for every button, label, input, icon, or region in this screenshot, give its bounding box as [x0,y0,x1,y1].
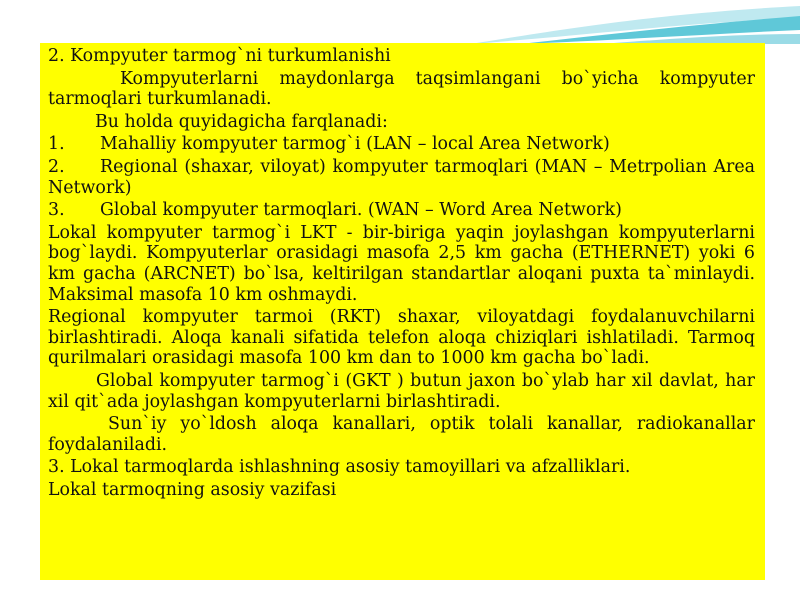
last-line: Lokal tarmoqning asosiy vazifasi [48,479,337,500]
list-item [48,200,755,221]
satellite-paragraph: Sun`iy yo`ldosh aloqa kanallari, optik tolali kanallar, radiokanallar foydalaniladi. [48,414,755,455]
section-heading-2: 2. Kompyuter tarmog`ni turkumlanishi [48,46,391,66]
list-number: 1. [48,134,65,155]
intro-paragraph: Kompyuterlarni maydonlarga taqsimlangani bo`yicha kompyuter tarmoqlari turkumlanadi. [48,68,755,110]
lkt-paragraph: Lokal kompyuter tarmog`i LKT - bir-biriga yaqin joylashgan kompyuterlarni bog`laydi. Kompyuterlar orasidagi masofa 2,5 km gacha (ETHERNET) yoki 6 km gacha (ARCNET) bo`lsa, keltirilgan standartlar aloqani puxta ta`minlaydi. Maksimal masofa 10 km oshmaydi. [48,222,755,305]
gkt-paragraph: Global kompyuter tarmog`i (GKT ) butun jaxon bo`ylab har xil davlat, har xil qit`ada joylashgan kompyuterlarni birlashtiradi. [48,370,755,412]
list-text: Global kompyuter tarmoqlari. (WAN – Word Area Network) [100,200,622,221]
intro-sub-paragraph: Bu holda quyidagicha farqlanadi: [95,111,388,132]
list-number: 3. [48,200,65,221]
list-text: Regional (shaxar, viloyat) kompyuter tarmoqlari (MAN – Metrpolian Area Network) [48,156,755,198]
rkt-paragraph: Regional kompyuter tarmoi (RKT) shaxar, viloyatdagi foydalanuvchilarni birlashtiradi. Aloqa kanali sifatida telefon aloqa chiziqlari ishlatiladi. Tarmoq qurilmalari orasidagi masofa 100 km dan to 1000 km gacha bo`ladi. [48,307,755,369]
list-text: Mahalliy kompyuter tarmog`i (LAN – local Area Network) [100,134,610,155]
list-number: 2. [48,156,65,177]
section-heading-3: 3. Lokal tarmoqlarda ishlashning asosiy tamoyillari va afzalliklari. [48,457,631,478]
slide-content [48,46,755,500]
list-item [48,157,755,198]
list-item [48,134,755,155]
